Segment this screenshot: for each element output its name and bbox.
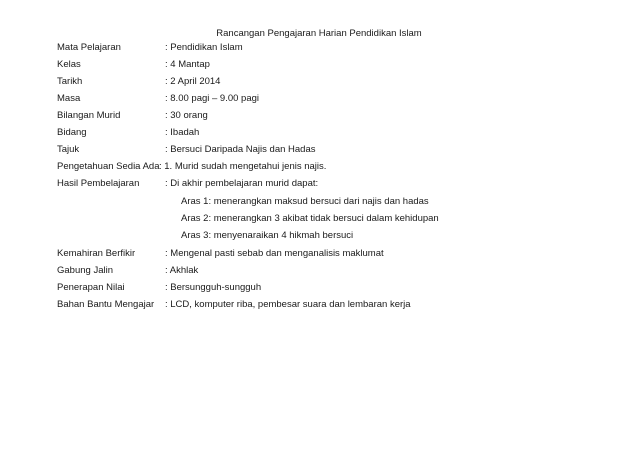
row-label: Mata Pelajaran: [57, 42, 121, 53]
row-label: Penerapan Nilai: [57, 282, 125, 293]
row-label: Hasil Pembelajaran: [57, 178, 140, 189]
aras-3: Aras 3: menyenaraikan 4 hikmah bersuci: [181, 230, 354, 241]
row-value: : Mengenal pasti sebab dan menganalisis maklumat: [165, 248, 384, 259]
row-label: Tarikh: [57, 76, 83, 87]
row-label: Kemahiran Berfikir: [57, 248, 136, 259]
row-value: : LCD, komputer riba, pembesar suara dan lembaran kerja: [165, 299, 411, 310]
row-label: Gabung Jalin: [57, 265, 113, 276]
row-value: : Pendidikan Islam: [165, 42, 243, 53]
row-label: Bahan Bantu Mengajar: [57, 299, 155, 310]
aras-1: Aras 1: menerangkan maksud bersuci dari najis dan hadas: [181, 196, 429, 207]
row-label: Tajuk: [57, 144, 80, 155]
row-value: : Akhlak: [165, 265, 199, 276]
row-value: : Di akhir pembelajaran murid dapat:: [165, 178, 319, 189]
row-label: Kelas: [57, 59, 81, 70]
row-label: Bilangan Murid: [57, 110, 121, 121]
row-value: : 30 orang: [165, 110, 208, 121]
row-value: : Bersungguh-sungguh: [165, 282, 262, 293]
row-label: Bidang: [57, 127, 87, 138]
row-label: Masa: [57, 93, 81, 104]
row-value: : Bersuci Daripada Najis dan Hadas: [165, 144, 316, 155]
row-value: : 1. Murid sudah mengetahui jenis najis.: [159, 161, 327, 172]
document-title: Rancangan Pengajaran Harian Pendidikan Islam: [216, 28, 422, 39]
row-label: Pengetahuan Sedia Ada: [57, 161, 160, 172]
row-value: : 8.00 pagi – 9.00 pagi: [165, 93, 260, 104]
aras-2: Aras 2: menerangkan 3 akibat tidak bersuci dalam kehidupan: [181, 213, 439, 224]
row-value: : Ibadah: [165, 127, 200, 138]
row-value: : 4 Mantap: [165, 59, 210, 70]
row-value: : 2 April 2014: [165, 76, 221, 87]
